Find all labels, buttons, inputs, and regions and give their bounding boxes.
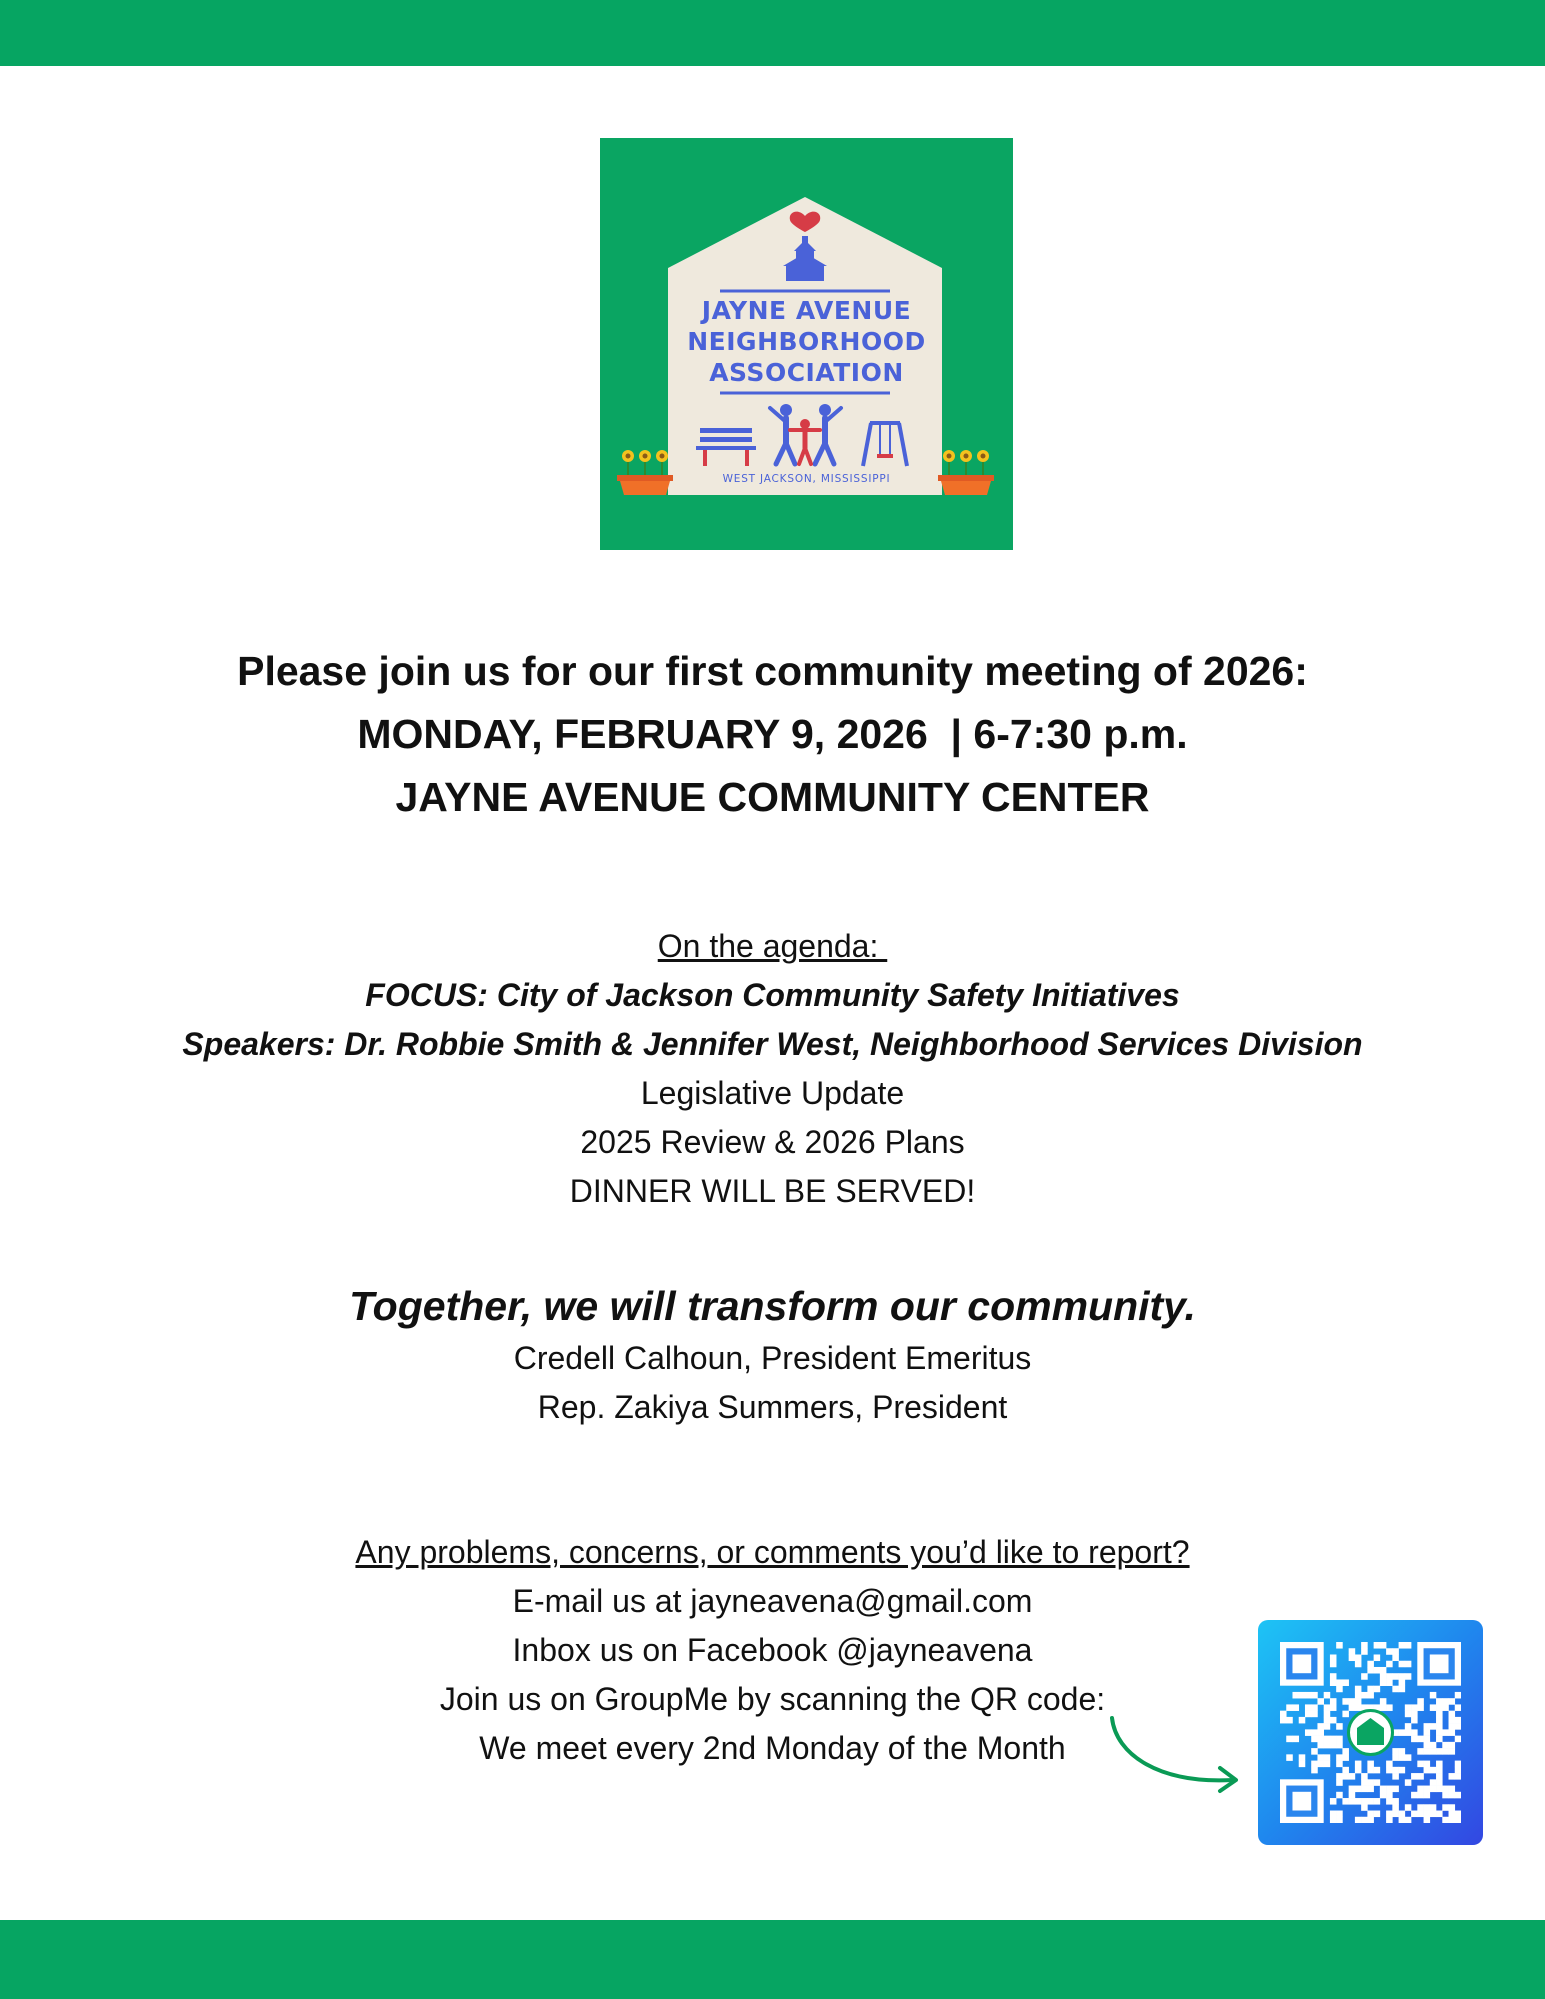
closing-section	[0, 1278, 1545, 1432]
contact-facebook: Inbox us on Facebook @jayneavena	[512, 1632, 1033, 1668]
headline-date-time: MONDAY, FEBRUARY 9, 2026 | 6-7:30 p.m.	[357, 711, 1188, 757]
agenda-item: 2025 Review & 2026 Plans	[580, 1124, 965, 1160]
agenda-item: DINNER WILL BE SERVED!	[569, 1173, 976, 1209]
meeting-headline	[0, 640, 1545, 829]
contact-heading: Any problems, concerns, or comments you’d like to report?	[355, 1534, 1190, 1570]
contact-email: E-mail us at jayneavena@gmail.com	[512, 1583, 1033, 1619]
meeting-schedule: We meet every 2nd Monday of the Month	[479, 1730, 1066, 1766]
agenda-heading: On the agenda:	[657, 928, 888, 964]
logo-title-line-3: ASSOCIATION	[709, 358, 904, 387]
signer-president-emeritus: Credell Calhoun, President Emeritus	[513, 1340, 1032, 1376]
bottom-green-band	[0, 1920, 1545, 1999]
groupme-qr-code[interactable]	[1258, 1620, 1483, 1845]
logo-title-line-1: JAYNE AVENUE	[701, 296, 912, 325]
logo-title-line-2: NEIGHBORHOOD	[687, 327, 926, 356]
agenda-focus: FOCUS: City of Jackson Community Safety Initiatives	[365, 977, 1180, 1013]
headline-venue: JAYNE AVENUE COMMUNITY CENTER	[395, 774, 1150, 820]
agenda-item: Legislative Update	[640, 1075, 905, 1111]
association-logo	[600, 138, 1013, 550]
top-green-band	[0, 0, 1545, 66]
headline-invitation: Please join us for our first community meeting of 2026:	[237, 648, 1308, 694]
tagline: Together, we will transform our community.	[349, 1283, 1196, 1329]
agenda-section	[0, 922, 1545, 1216]
contact-groupme: Join us on GroupMe by scanning the QR code:	[439, 1681, 1106, 1717]
qr-code-icon	[1280, 1642, 1461, 1823]
signer-president: Rep. Zakiya Summers, President	[537, 1389, 1008, 1425]
agenda-speakers: Speakers: Dr. Robbie Smith & Jennifer West, Neighborhood Services Division	[182, 1026, 1363, 1062]
arrow-icon	[1108, 1714, 1248, 1794]
logo-location: WEST JACKSON, MISSISSIPPI	[722, 473, 891, 485]
